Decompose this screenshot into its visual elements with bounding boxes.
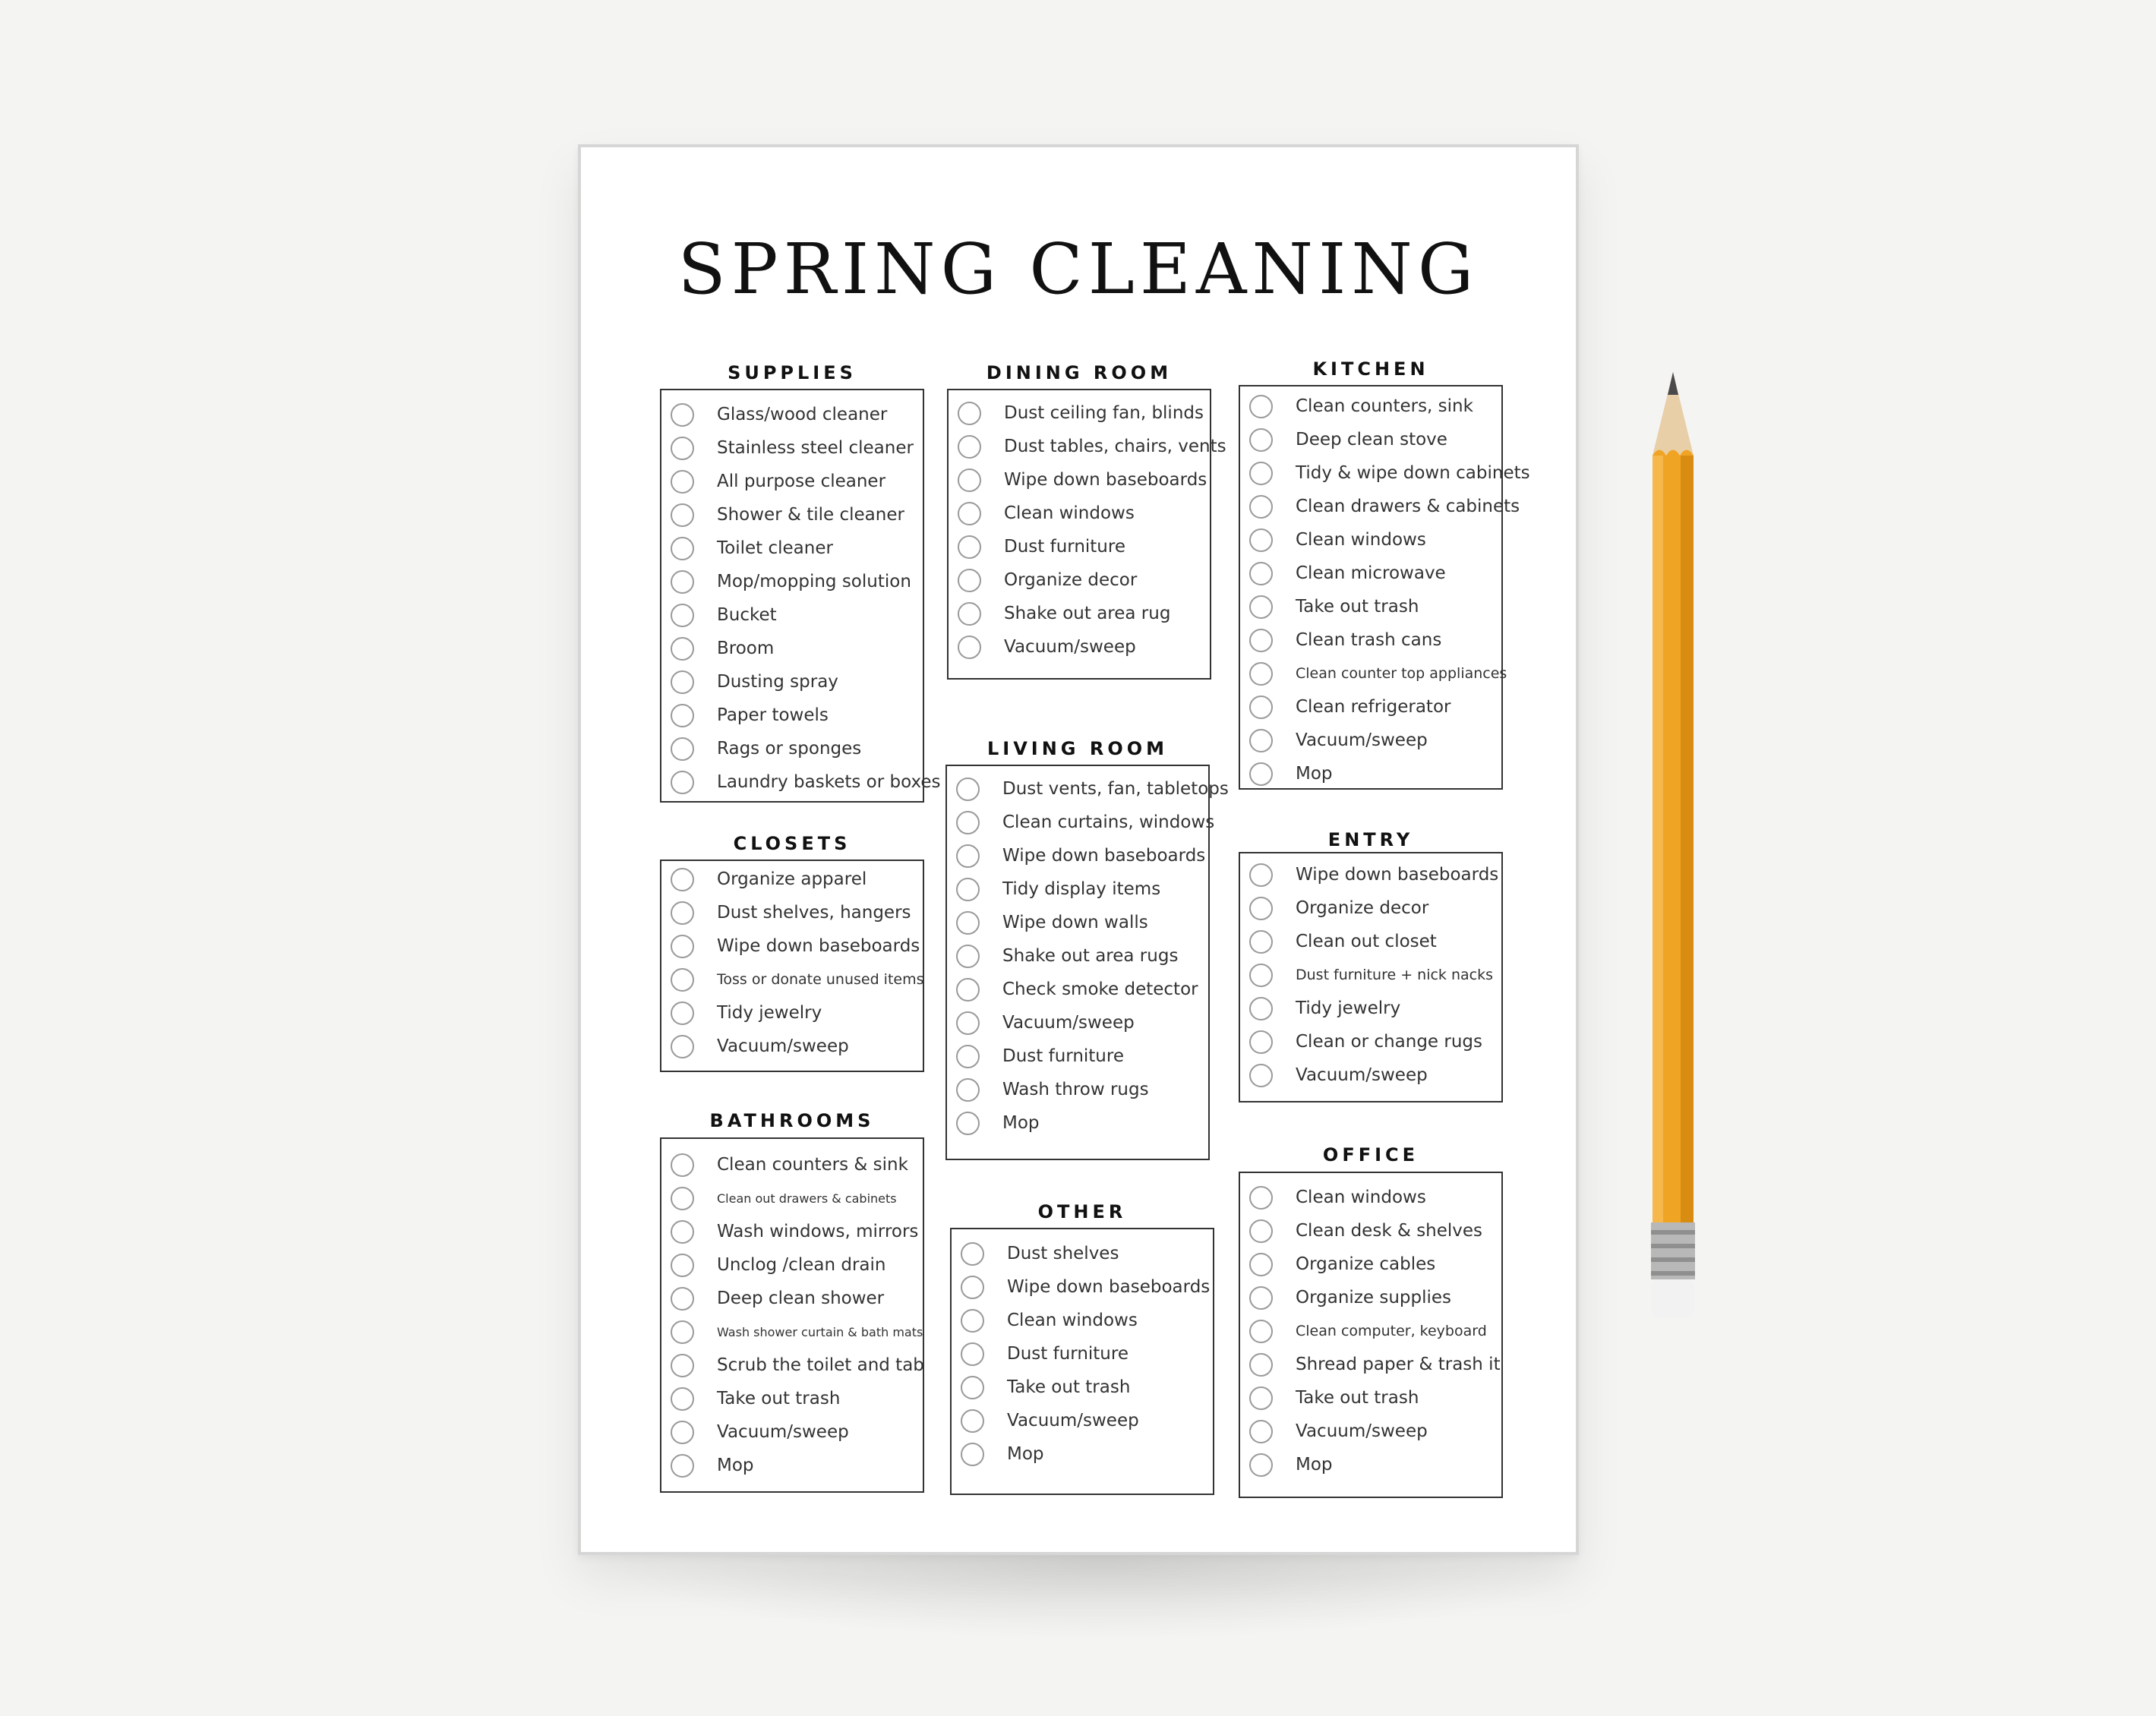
checkbox-circle[interactable]: [956, 1078, 980, 1102]
checklist-item-label: Mop: [1007, 1444, 1044, 1464]
checklist-item-label: Dust vents, fan, tabletops: [1002, 779, 1229, 799]
checkbox-circle[interactable]: [1249, 964, 1273, 987]
section-heading: OFFICE: [1322, 1144, 1419, 1166]
checklist-item-label: Shake out area rugs: [1002, 946, 1179, 966]
checkbox-circle[interactable]: [671, 1220, 694, 1244]
checklist-item[interactable]: [1240, 1415, 1501, 1448]
checklist-item[interactable]: [1240, 1248, 1501, 1281]
checklist-item-label: Wash throw rugs: [1002, 1080, 1149, 1099]
page-title: SPRING CLEANING: [677, 229, 1479, 310]
checklist-item-label: Dust furniture: [1002, 1046, 1124, 1066]
checklist-item[interactable]: [1240, 1314, 1501, 1348]
checklist-item[interactable]: [661, 1181, 923, 1215]
pencil-highlight: [1653, 456, 1663, 1222]
checklist-item-label: Clean curtains, windows: [1002, 812, 1215, 832]
checklist-item-label: Mop: [717, 1456, 754, 1475]
checkbox-circle[interactable]: [671, 935, 694, 958]
section-kitchen: [1239, 358, 1530, 800]
checklist-item-label: Clean drawers & cabinets: [1296, 497, 1520, 516]
checklist-item[interactable]: [947, 872, 1208, 906]
checklist-item[interactable]: [1240, 757, 1501, 790]
checkbox-circle[interactable]: [1249, 930, 1273, 954]
checklist-item-label: Organize decor: [1004, 570, 1138, 590]
checklist-item-label: Take out trash: [1296, 597, 1419, 617]
checklist-box: [660, 389, 941, 803]
checklist-item-label: Wipe down baseboards: [1004, 470, 1207, 490]
checklist-item-label: Deep clean stove: [1296, 430, 1447, 450]
checklist-item[interactable]: [947, 1006, 1208, 1039]
checklist-item-label: Broom: [717, 639, 775, 658]
checkbox-circle[interactable]: [1249, 1320, 1273, 1343]
checklist-item[interactable]: [949, 463, 1210, 497]
checkbox-circle[interactable]: [1249, 1186, 1273, 1210]
pencil-illustration: [1650, 372, 1696, 1329]
checklist-item[interactable]: [661, 598, 923, 632]
checkbox-circle[interactable]: [1249, 897, 1273, 920]
checkbox-circle[interactable]: [1249, 1286, 1273, 1310]
checkbox-circle[interactable]: [1249, 1030, 1273, 1054]
checklist-item-label: Toilet cleaner: [717, 538, 833, 558]
checkbox-circle[interactable]: [961, 1376, 984, 1399]
checkbox-circle[interactable]: [671, 704, 694, 727]
checklist-item[interactable]: [661, 1415, 923, 1449]
checklist-item[interactable]: [661, 632, 923, 665]
checklist-item-label: Clean counters, sink: [1296, 396, 1473, 416]
checkbox-circle[interactable]: [671, 1421, 694, 1444]
checklist-item-label: All purpose cleaner: [717, 472, 886, 491]
checkbox-circle[interactable]: [961, 1443, 984, 1466]
checkbox-circle[interactable]: [958, 502, 981, 525]
checkbox-circle[interactable]: [1249, 729, 1273, 752]
checklist-item[interactable]: [947, 839, 1208, 872]
checklist-box: [660, 860, 924, 1072]
checkbox-circle[interactable]: [671, 1002, 694, 1025]
checklist-item[interactable]: [1240, 1025, 1501, 1058]
checklist-item-label: Clean windows: [1004, 503, 1135, 523]
checklist-item[interactable]: [661, 1382, 923, 1415]
checkbox-circle[interactable]: [1249, 762, 1273, 786]
checklist-item[interactable]: [952, 1237, 1213, 1270]
checkbox-circle[interactable]: [1249, 1386, 1273, 1410]
checklist-item-label: Tidy display items: [1002, 879, 1161, 899]
checklist-item-label: Paper towels: [717, 705, 829, 725]
checkbox-circle[interactable]: [961, 1276, 984, 1299]
checklist-item[interactable]: [1240, 1448, 1501, 1481]
checkbox-circle[interactable]: [1249, 495, 1273, 519]
checklist-item[interactable]: [1240, 490, 1520, 523]
checklist-item[interactable]: [949, 597, 1210, 630]
checkbox-circle[interactable]: [1249, 997, 1273, 1020]
checklist-item[interactable]: [1240, 1058, 1501, 1092]
checklist-item[interactable]: [661, 732, 923, 765]
checklist-item[interactable]: [1240, 925, 1501, 958]
section-heading: KITCHEN: [1312, 358, 1429, 380]
checklist-item[interactable]: [949, 563, 1210, 597]
checklist-item[interactable]: [661, 896, 923, 929]
section-heading: LIVING ROOM: [986, 738, 1169, 759]
checkbox-circle[interactable]: [956, 778, 980, 801]
checklist-item-label: Clean windows: [1296, 1188, 1426, 1207]
checklist-item[interactable]: [1240, 456, 1530, 490]
checkbox-circle[interactable]: [956, 1045, 980, 1068]
section-heading: SUPPLIES: [728, 362, 857, 383]
checkbox-circle[interactable]: [671, 1387, 694, 1411]
checklist-item-label: Clean microwave: [1296, 563, 1446, 583]
checklist-item-label: Dust furniture: [1004, 537, 1125, 557]
section-closets: [660, 834, 924, 1077]
checklist-item-label: Clean trash cans: [1296, 630, 1442, 650]
checklist-item[interactable]: [947, 1039, 1208, 1073]
checkbox-circle[interactable]: [1249, 528, 1273, 552]
checkbox-circle[interactable]: [671, 1035, 694, 1058]
checklist-item[interactable]: [1240, 390, 1501, 423]
checkbox-circle[interactable]: [671, 1287, 694, 1311]
section-dining-room: [947, 362, 1226, 690]
checkbox-circle[interactable]: [958, 602, 981, 626]
checkbox-circle[interactable]: [961, 1409, 984, 1433]
checklist-item[interactable]: [661, 996, 923, 1030]
checklist-item[interactable]: [661, 1282, 923, 1315]
checklist-item-label: Vacuum/sweep: [1296, 1065, 1428, 1085]
checklist-item-label: Scrub the toilet and tab: [717, 1355, 924, 1375]
checklist-item[interactable]: [947, 906, 1208, 939]
checklist-item-label: Vacuum/sweep: [1296, 730, 1428, 750]
checklist-item[interactable]: [661, 929, 923, 963]
checkbox-circle[interactable]: [1249, 1253, 1273, 1276]
checklist-item[interactable]: [661, 765, 941, 799]
checklist-item[interactable]: [661, 963, 923, 996]
checklist-item[interactable]: [1240, 1381, 1501, 1415]
checklist-box: [1239, 1172, 1503, 1498]
checklist-item-label: Wipe down baseboards: [1296, 865, 1499, 885]
checklist-item[interactable]: [947, 1106, 1208, 1140]
checklist-item[interactable]: [947, 939, 1208, 973]
checkbox-circle[interactable]: [961, 1309, 984, 1333]
checkbox-circle[interactable]: [956, 878, 980, 901]
checklist-item[interactable]: [952, 1404, 1213, 1437]
checklist-item[interactable]: [1240, 423, 1501, 456]
checkbox-circle[interactable]: [1249, 696, 1273, 719]
checklist-item-label: Stainless steel cleaner: [717, 438, 914, 458]
pencil-shade: [1681, 456, 1694, 1222]
checklist-item[interactable]: [947, 772, 1229, 806]
checkbox-circle[interactable]: [1249, 662, 1273, 686]
checkbox-circle[interactable]: [958, 636, 981, 659]
checklist-item-label: Bucket: [717, 605, 777, 625]
checklist-item[interactable]: [947, 973, 1208, 1006]
checklist-item-label: Vacuum/sweep: [1004, 637, 1136, 657]
checklist-item-label: Dust shelves, hangers: [717, 903, 911, 923]
checkbox-circle[interactable]: [1249, 428, 1273, 452]
checklist-item[interactable]: [1240, 1348, 1501, 1381]
checklist-item-label: Clean computer, keyboard: [1296, 1323, 1487, 1339]
checklist-item[interactable]: [661, 431, 923, 465]
checklist-item-label: Shread paper & trash it: [1296, 1355, 1501, 1374]
checklist-item-label: Laundry baskets or boxes: [717, 772, 941, 792]
checkbox-circle[interactable]: [956, 1112, 980, 1135]
checkbox-circle[interactable]: [956, 844, 980, 868]
checklist-item-label: Glass/wood cleaner: [717, 405, 888, 424]
checkbox-circle[interactable]: [958, 569, 981, 592]
checkbox-circle[interactable]: [958, 402, 981, 425]
checkbox-circle[interactable]: [671, 503, 694, 527]
checklist-item[interactable]: [1240, 557, 1501, 590]
checklist-item-label: Mop/mopping solution: [717, 572, 911, 591]
checklist-item[interactable]: [661, 1248, 923, 1282]
checklist-item-label: Tidy jewelry: [1296, 998, 1401, 1018]
checklist-item[interactable]: [661, 699, 923, 732]
checklist-item-label: Vacuum/sweep: [717, 1036, 849, 1056]
section-other: [950, 1203, 1214, 1499]
checklist-box: [1239, 385, 1530, 790]
pencil-eraser: [1652, 1279, 1694, 1317]
pencil-graphite-tip: [1668, 372, 1678, 395]
checklist-item-label: Wipe down baseboards: [1002, 846, 1206, 866]
checklist-item[interactable]: [1240, 891, 1501, 925]
checklist-item-label: Organize decor: [1296, 898, 1429, 918]
checkbox-circle[interactable]: [1249, 629, 1273, 652]
checklist-item-label: Toss or donate unused items: [717, 971, 924, 988]
checklist-item-label: Clean refrigerator: [1296, 697, 1451, 717]
checklist-item[interactable]: [661, 565, 923, 598]
checklist-item-label: Dust tables, chairs, vents: [1004, 437, 1226, 456]
checklist-item-label: Clean out closet: [1296, 932, 1437, 951]
checkbox-circle[interactable]: [671, 737, 694, 761]
checklist-item-label: Clean or change rugs: [1296, 1032, 1482, 1052]
checklist-item-label: Clean counters & sink: [717, 1155, 908, 1175]
checklist-item[interactable]: [1240, 1181, 1501, 1214]
checklist-item[interactable]: [1240, 724, 1501, 757]
checklist-item-label: Wipe down walls: [1002, 913, 1148, 932]
checkbox-circle[interactable]: [671, 604, 694, 627]
checklist-item[interactable]: [661, 498, 923, 532]
checklist-item[interactable]: [952, 1304, 1213, 1337]
checkbox-circle[interactable]: [671, 470, 694, 494]
checkbox-circle[interactable]: [671, 1254, 694, 1277]
checklist-sheet: [578, 144, 1579, 1555]
section-supplies: [660, 362, 941, 812]
checklist-item-label: Wipe down baseboards: [1007, 1277, 1211, 1297]
checkbox-circle[interactable]: [1249, 395, 1273, 418]
checkbox-circle[interactable]: [1249, 595, 1273, 619]
checklist-item-label: Clean out drawers & cabinets: [717, 1191, 897, 1206]
checklist-item[interactable]: [661, 1315, 923, 1349]
checkbox-circle[interactable]: [956, 945, 980, 968]
section-heading: CLOSETS: [733, 833, 851, 854]
checklist-item[interactable]: [661, 532, 923, 565]
checklist-item[interactable]: [1240, 1214, 1501, 1248]
checkbox-circle[interactable]: [958, 435, 981, 459]
checklist-box: [660, 1137, 924, 1493]
checklist-item[interactable]: [661, 665, 923, 699]
checklist-item-label: Vacuum/sweep: [717, 1422, 849, 1442]
checklist-item[interactable]: [661, 1148, 923, 1181]
checkbox-circle[interactable]: [671, 868, 694, 891]
section-entry: [1239, 831, 1503, 1112]
checklist-item[interactable]: [1240, 590, 1501, 623]
checklist-item-label: Deep clean shower: [717, 1289, 885, 1308]
checkbox-circle[interactable]: [1249, 462, 1273, 485]
checkbox-circle[interactable]: [671, 1454, 694, 1478]
checklist-item[interactable]: [1240, 657, 1507, 690]
section-heading: ENTRY: [1327, 829, 1414, 850]
checklist-item-label: Mop: [1002, 1113, 1040, 1133]
checkbox-circle[interactable]: [961, 1342, 984, 1366]
checklist-item-label: Clean windows: [1007, 1311, 1138, 1330]
checklist-item-label: Wipe down baseboards: [717, 936, 920, 956]
checklist-item[interactable]: [952, 1437, 1213, 1471]
checkbox-circle[interactable]: [671, 901, 694, 925]
checklist-item-label: Organize supplies: [1296, 1288, 1452, 1308]
checklist-item[interactable]: [1240, 523, 1501, 557]
checklist-item-label: Shake out area rug: [1004, 604, 1171, 623]
checkbox-circle[interactable]: [671, 771, 694, 794]
checklist-item[interactable]: [949, 430, 1226, 463]
checklist-item-label: Clean windows: [1296, 530, 1426, 550]
checklist-item[interactable]: [1240, 858, 1501, 891]
checklist-item-label: Mop: [1296, 764, 1333, 784]
checklist-item-label: Dust furniture + nick nacks: [1296, 967, 1494, 983]
checklist-item-label: Vacuum/sweep: [1002, 1013, 1135, 1033]
checklist-box: [947, 389, 1226, 680]
section-heading: OTHER: [1037, 1201, 1127, 1222]
checklist-item-label: Clean desk & shelves: [1296, 1221, 1483, 1241]
checklist-item[interactable]: [949, 497, 1210, 530]
checklist-item[interactable]: [1240, 1281, 1501, 1314]
checkbox-circle[interactable]: [671, 1187, 694, 1210]
checklist-item-label: Clean counter top appliances: [1296, 665, 1507, 682]
checkbox-circle[interactable]: [1249, 562, 1273, 585]
checkbox-circle[interactable]: [671, 570, 694, 594]
checklist-item-label: Tidy & wipe down cabinets: [1296, 463, 1530, 483]
checkbox-circle[interactable]: [671, 637, 694, 661]
checklist-item[interactable]: [949, 630, 1210, 664]
checklist-item[interactable]: [1240, 958, 1501, 992]
checklist-item-label: Tidy jewelry: [717, 1003, 822, 1023]
section-office: [1239, 1146, 1503, 1503]
checkbox-circle[interactable]: [671, 1354, 694, 1377]
checklist-item-label: Unclog /clean drain: [717, 1255, 886, 1275]
checklist-item-label: Vacuum/sweep: [1007, 1411, 1139, 1431]
checkbox-circle[interactable]: [956, 811, 980, 834]
checklist-item-label: Take out trash: [1007, 1377, 1131, 1397]
checklist-item-label: Wash shower curtain & bath mats: [717, 1324, 923, 1339]
checklist-item-label: Dust furniture: [1007, 1344, 1129, 1364]
checkbox-circle[interactable]: [958, 468, 981, 492]
checkbox-circle[interactable]: [961, 1242, 984, 1266]
checkbox-circle[interactable]: [1249, 1064, 1273, 1087]
section-heading: BATHROOMS: [709, 1110, 875, 1131]
checklist-box: [1239, 852, 1503, 1102]
checkbox-circle[interactable]: [1249, 863, 1273, 887]
checklist-box: [945, 765, 1229, 1160]
checkbox-circle[interactable]: [1249, 1353, 1273, 1377]
checkbox-circle[interactable]: [671, 670, 694, 694]
checkbox-circle[interactable]: [671, 968, 694, 992]
checklist-box: [950, 1228, 1214, 1495]
checklist-item[interactable]: [661, 1449, 923, 1482]
checklist-item-label: Check smoke detector: [1002, 979, 1198, 999]
checklist-item[interactable]: [661, 398, 923, 431]
checkbox-circle[interactable]: [671, 437, 694, 460]
checklist-item[interactable]: [661, 863, 923, 896]
checkbox-circle[interactable]: [1249, 1453, 1273, 1477]
checklist-item-label: Shower & tile cleaner: [717, 505, 904, 525]
checkbox-circle[interactable]: [956, 1011, 980, 1035]
section-heading: DINING ROOM: [986, 362, 1173, 383]
checkbox-circle[interactable]: [1249, 1420, 1273, 1443]
checklist-item[interactable]: [949, 530, 1210, 563]
checkbox-circle[interactable]: [956, 978, 980, 1002]
checklist-item[interactable]: [661, 1030, 923, 1063]
checkbox-circle[interactable]: [1249, 1219, 1273, 1243]
checklist-item-label: Dusting spray: [717, 672, 838, 692]
checklist-item[interactable]: [661, 465, 923, 498]
checklist-item[interactable]: [661, 1215, 923, 1248]
checklist-item-label: Take out trash: [717, 1389, 841, 1408]
checkbox-circle[interactable]: [958, 535, 981, 559]
checklist-item[interactable]: [949, 396, 1210, 430]
checklist-item-label: Dust ceiling fan, blinds: [1004, 403, 1204, 423]
checklist-item-label: Dust shelves: [1007, 1244, 1119, 1263]
checklist-item[interactable]: [952, 1371, 1213, 1404]
checklist-item-label: Take out trash: [1296, 1388, 1419, 1408]
checklist-item-label: Mop: [1296, 1455, 1333, 1475]
checkbox-circle[interactable]: [671, 403, 694, 427]
checklist-item[interactable]: [1240, 623, 1501, 657]
checklist-item-label: Organize apparel: [717, 869, 867, 889]
pencil-paint-edge: [1653, 450, 1694, 456]
checklist-item-label: Vacuum/sweep: [1296, 1421, 1428, 1441]
checklist-item[interactable]: [947, 1073, 1208, 1106]
checkbox-circle[interactable]: [956, 911, 980, 935]
checkbox-circle[interactable]: [671, 537, 694, 560]
checkbox-circle[interactable]: [671, 1320, 694, 1344]
checkbox-circle[interactable]: [671, 1153, 694, 1177]
checklist-item[interactable]: [952, 1270, 1213, 1304]
checklist-item-label: Rags or sponges: [717, 739, 862, 759]
section-living-room: [945, 738, 1229, 1165]
checklist-item[interactable]: [947, 806, 1215, 839]
checklist-item-label: Wash windows, mirrors: [717, 1222, 919, 1241]
section-bathrooms: [660, 1112, 924, 1499]
checklist-item[interactable]: [1240, 690, 1501, 724]
checklist-item-label: Organize cables: [1296, 1254, 1436, 1274]
checklist-item[interactable]: [661, 1349, 923, 1382]
checklist-item[interactable]: [1240, 992, 1501, 1025]
checklist-item[interactable]: [952, 1337, 1213, 1371]
